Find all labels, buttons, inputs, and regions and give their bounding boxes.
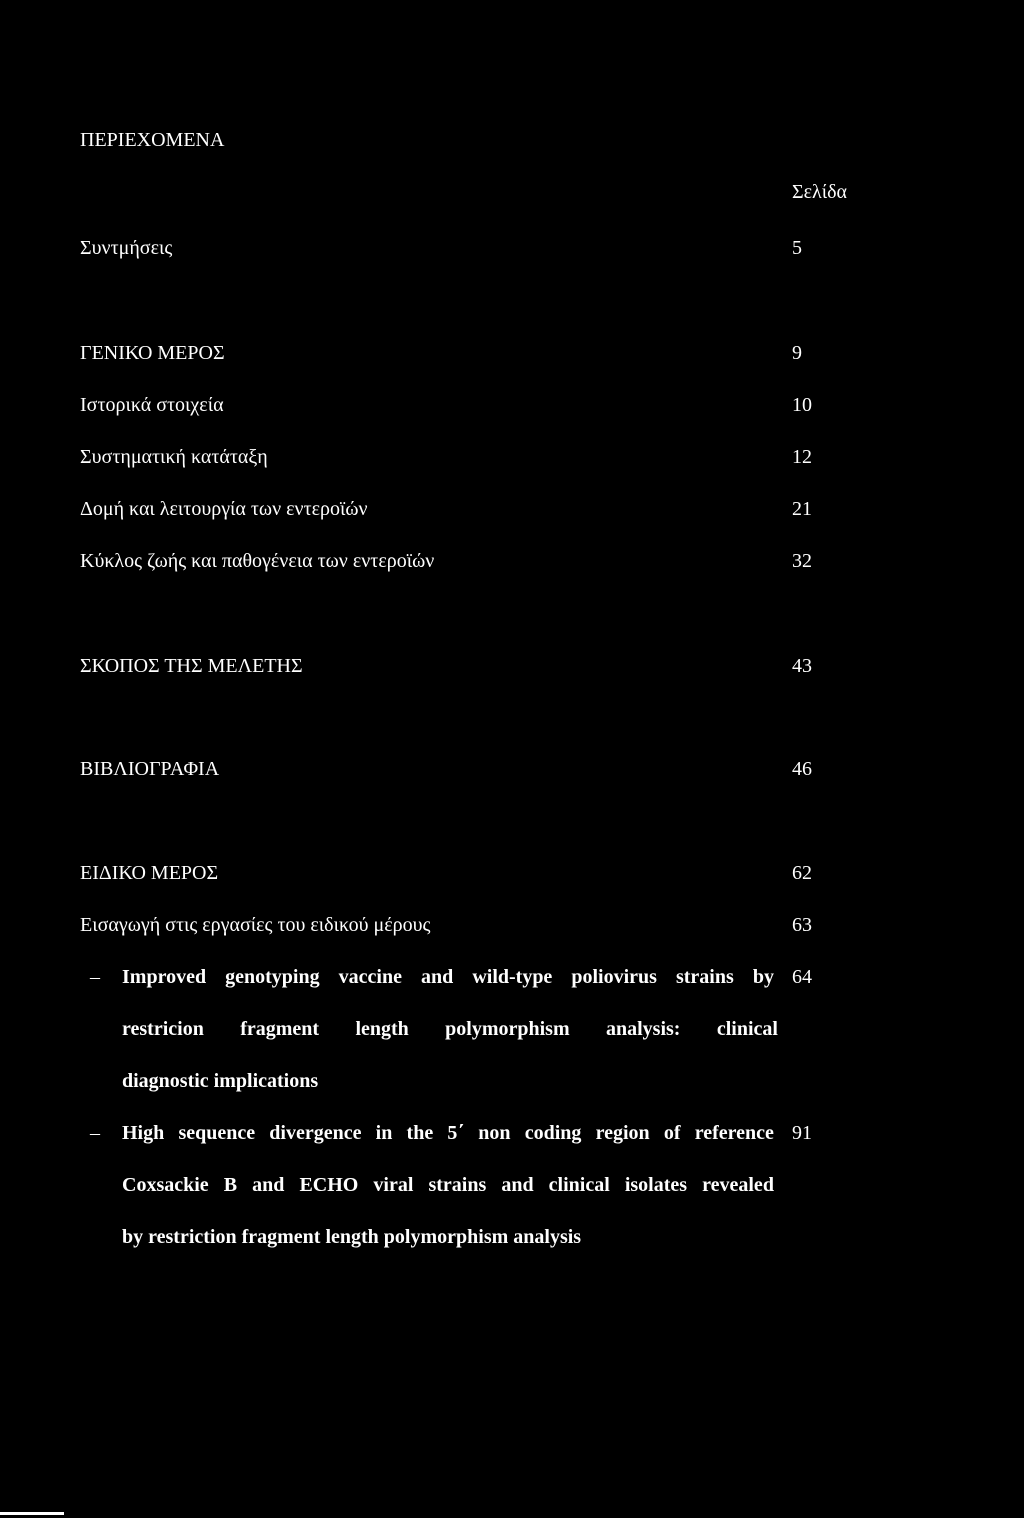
word: wild-type [472,966,553,988]
toc-entry-page: 10 [792,394,812,416]
word: Improved [122,966,207,988]
word: vaccine [338,966,402,988]
word: reference [694,1122,774,1144]
paper-title-line: by restriction fragment length polymorphism analysis [122,1226,582,1248]
word: restricion [122,1018,204,1040]
word: region [595,1122,650,1144]
word: coding [524,1122,582,1144]
word: polymorphism [445,1018,570,1040]
word: Coxsackie [122,1174,209,1196]
toc-entry-label: Κύκλος ζωής και παθογένεια των εντεροϊών [80,550,435,572]
scan-edge-mark [0,1512,64,1515]
word: High [122,1122,165,1144]
word: clinical [548,1174,610,1196]
toc-entry-label: Συντμήσεις [80,237,173,259]
toc-entry-page: 63 [792,914,812,936]
toc-entry-page: 43 [792,655,812,677]
word: ECHO [299,1174,359,1196]
toc-entry-label: ΣΚΟΠΟΣ ΤΗΣ ΜΕΛΕΤΗΣ [80,655,303,677]
toc-entry-page: 46 [792,758,812,780]
paper-bullet: – [90,1122,100,1144]
toc-entry-page: 64 [792,966,812,988]
paper-title-line [122,1173,774,1197]
page-title: ΠΕΡΙΕΧΟΜΕΝΑ [80,129,225,151]
paper-title-line: diagnostic implications [122,1070,319,1092]
toc-entry-page: 91 [792,1122,812,1144]
paper-bullet: – [90,966,100,988]
word: by [752,966,774,988]
word: viral [373,1174,414,1196]
toc-entry-page: 12 [792,446,812,468]
paper-title-line [122,1017,778,1041]
word: and [252,1174,285,1196]
word: and [421,966,454,988]
paper-title-line [122,1121,774,1145]
word: divergence [269,1122,362,1144]
word: poliovirus [571,966,657,988]
toc-entry-page: 9 [792,342,802,364]
word: and [501,1174,534,1196]
toc-entry-label: Δομή και λειτουργία των εντεροϊών [80,498,368,520]
word: 5΄ [447,1122,465,1144]
word: in [375,1122,393,1144]
word: strains [675,966,734,988]
toc-entry-label: ΕΙΔΙΚΟ ΜΕΡΟΣ [80,862,219,884]
word: revealed [702,1174,774,1196]
page-column-header: Σελίδα [792,181,848,203]
word: genotyping [225,966,320,988]
toc-entry-page: 32 [792,550,812,572]
word: clinical [716,1018,778,1040]
toc-entry-label: Εισαγωγή στις εργασίες του ειδικού μέρους [80,914,431,936]
toc-entry-label: ΒΙΒΛΙΟΓΡΑΦΙΑ [80,758,220,780]
toc-entry-page: 62 [792,862,812,884]
word: sequence [178,1122,256,1144]
word: length [355,1018,409,1040]
paper-title-line [122,965,774,989]
toc-entry-page: 21 [792,498,812,520]
toc-entry-label: Ιστορικά στοιχεία [80,394,224,416]
word: strains [428,1174,487,1196]
word: analysis: [606,1018,681,1040]
word: fragment [240,1018,320,1040]
word: of [663,1122,681,1144]
toc-entry-label: ΓΕΝΙΚΟ ΜΕΡΟΣ [80,342,225,364]
toc-entry-page: 5 [792,237,802,259]
toc-entry-label: Συστηματική κατάταξη [80,446,268,468]
word: non [478,1122,511,1144]
word: the [406,1122,434,1144]
word: B [223,1174,238,1196]
word: isolates [624,1174,688,1196]
